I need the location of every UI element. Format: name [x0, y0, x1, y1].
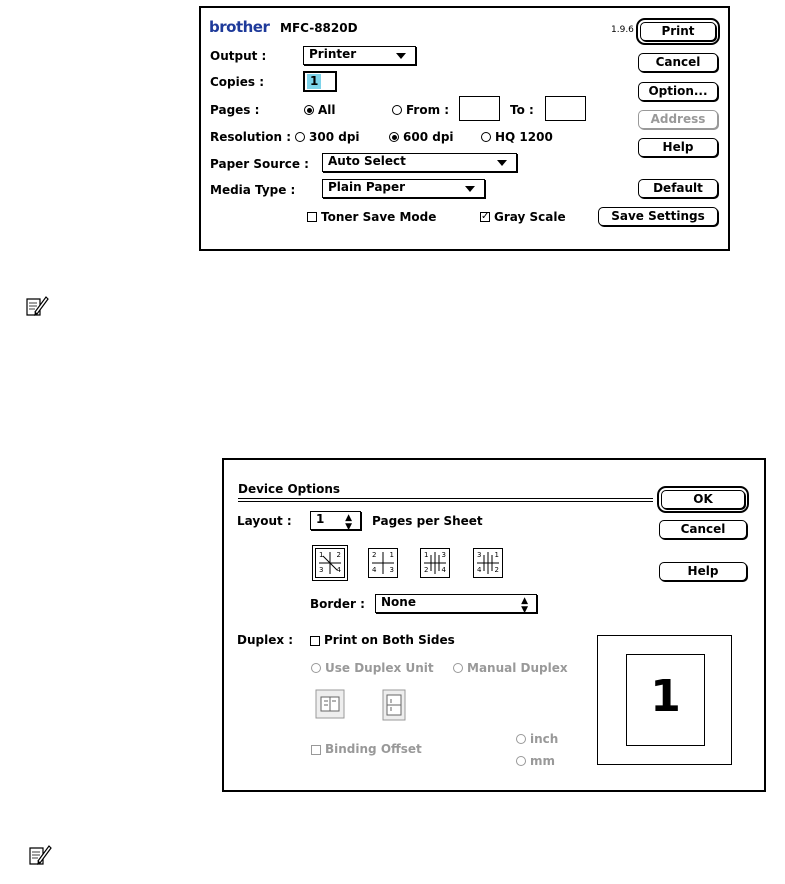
note-pencil-icon — [27, 842, 53, 868]
paper-source-popup[interactable] — [322, 153, 517, 172]
up-down-arrows-icon: ▲ ▼ — [521, 596, 528, 615]
pages-to-field[interactable] — [545, 96, 586, 121]
title-rule — [238, 498, 653, 499]
layout-label: Layout : — [237, 514, 292, 528]
ok-button[interactable]: OK — [661, 490, 745, 509]
toner-save-checkbox[interactable] — [307, 212, 317, 222]
res-600-radio[interactable] — [389, 132, 399, 142]
order-arrows-icon — [421, 549, 449, 577]
resolution-label: Resolution : — [210, 130, 292, 144]
binding-offset-label: Binding Offset — [325, 742, 422, 756]
layout-order-icon[interactable] — [368, 548, 398, 578]
res-600-label: 600 dpi — [403, 130, 454, 144]
layout-num: 1 — [424, 551, 429, 559]
pages-all-radio[interactable] — [304, 105, 314, 115]
copies-field[interactable] — [303, 71, 337, 92]
layout-num: 2 — [336, 551, 341, 559]
layout-value: 1 — [316, 512, 325, 526]
help-button[interactable]: Help — [638, 138, 718, 157]
note-pencil-icon — [24, 293, 50, 319]
layout-num: 1 — [319, 551, 324, 559]
unit-mm-label: mm — [530, 754, 556, 768]
address-button[interactable]: Address — [638, 110, 718, 129]
device-options-dialog — [222, 458, 766, 792]
layout-num: 3 — [441, 551, 446, 559]
device-options-title: Device Options — [238, 482, 341, 496]
layout-num: 3 — [477, 551, 482, 559]
title-rule — [238, 501, 653, 502]
copies-label: Copies : — [210, 75, 265, 89]
model-name: MFC-8820D — [280, 21, 358, 35]
res-300-radio[interactable] — [295, 132, 305, 142]
pages-all-label: All — [318, 103, 336, 117]
layout-order-icon[interactable] — [315, 548, 345, 578]
layout-order-icon[interactable] — [473, 548, 503, 578]
media-type-popup[interactable] — [322, 179, 485, 198]
paper-source-label: Paper Source : — [210, 157, 309, 171]
res-300-label: 300 dpi — [309, 130, 360, 144]
media-type-label: Media Type : — [210, 183, 296, 197]
layout-num: 4 — [372, 566, 377, 574]
print-button[interactable]: Print — [640, 22, 716, 41]
print-both-sides-label: Print on Both Sides — [324, 633, 455, 647]
gray-scale-checkbox[interactable]: ✓ — [481, 211, 490, 222]
layout-num: 3 — [319, 566, 324, 574]
option-button[interactable]: Option... — [638, 82, 718, 101]
pages-from-label: From : — [406, 103, 450, 117]
layout-num: 1 — [389, 551, 394, 559]
layout-num: 1 — [494, 551, 499, 559]
order-arrows-icon — [369, 549, 397, 577]
save-settings-button[interactable]: Save Settings — [598, 207, 718, 226]
res-hq-radio[interactable] — [481, 132, 491, 142]
manual-duplex-label: Manual Duplex — [467, 661, 568, 675]
gray-scale-label: Gray Scale — [494, 210, 566, 224]
order-arrows-icon — [474, 549, 502, 577]
brother-logo: brother — [209, 18, 270, 36]
short-edge-binding-icon — [382, 689, 406, 721]
cancel-button[interactable]: Cancel — [638, 53, 718, 72]
copies-value: 1 — [307, 74, 321, 89]
output-label: Output : — [210, 49, 267, 63]
layout-num: 3 — [389, 566, 394, 574]
unit-mm-radio[interactable] — [516, 756, 526, 766]
up-down-arrows-icon: ▲ ▼ — [345, 513, 352, 532]
toner-save-label: Toner Save Mode — [321, 210, 437, 224]
manual-duplex-radio[interactable] — [453, 663, 463, 673]
output-popup[interactable] — [303, 46, 416, 65]
chevron-down-icon — [497, 160, 507, 166]
res-hq-label: HQ 1200 — [495, 130, 553, 144]
cancel-button[interactable]: Cancel — [659, 520, 747, 539]
print-both-sides-checkbox[interactable] — [310, 636, 320, 646]
binding-offset-checkbox[interactable] — [311, 745, 321, 755]
chevron-down-icon — [465, 186, 475, 192]
layout-num: 4 — [477, 566, 482, 574]
print-dialog — [199, 6, 730, 251]
preview-page-number: 1 — [650, 671, 681, 722]
unit-inch-label: inch — [530, 732, 559, 746]
long-edge-binding-icon — [315, 689, 345, 719]
pages-from-radio[interactable] — [392, 105, 402, 115]
version-label: 1.9.6 — [611, 25, 634, 35]
layout-num: 2 — [494, 566, 499, 574]
border-label: Border : — [310, 597, 365, 611]
duplex-label: Duplex : — [237, 633, 294, 647]
page-preview — [626, 654, 705, 746]
media-type-value: Plain Paper — [328, 180, 406, 194]
paper-source-value: Auto Select — [328, 154, 406, 168]
default-button[interactable]: Default — [638, 179, 718, 198]
pages-per-sheet-label: Pages per Sheet — [372, 514, 483, 528]
pages-label: Pages : — [210, 103, 260, 117]
layout-order-icon[interactable] — [420, 548, 450, 578]
border-popup[interactable] — [375, 594, 537, 613]
use-duplex-unit-label: Use Duplex Unit — [325, 661, 434, 675]
help-button[interactable]: Help — [659, 562, 747, 581]
layout-num: 4 — [336, 566, 341, 574]
chevron-down-icon — [396, 53, 406, 59]
layout-num: 2 — [372, 551, 377, 559]
order-arrows-icon — [316, 549, 344, 577]
layout-num: 2 — [424, 566, 429, 574]
layout-num: 4 — [441, 566, 446, 574]
pages-to-label: To : — [510, 103, 534, 117]
use-duplex-unit-radio[interactable] — [311, 663, 321, 673]
border-value: None — [381, 595, 416, 609]
output-value: Printer — [309, 47, 357, 61]
page-preview-frame — [597, 635, 732, 765]
unit-inch-radio[interactable] — [516, 734, 526, 744]
layout-popup[interactable] — [310, 511, 361, 530]
pages-from-field[interactable] — [459, 96, 500, 121]
